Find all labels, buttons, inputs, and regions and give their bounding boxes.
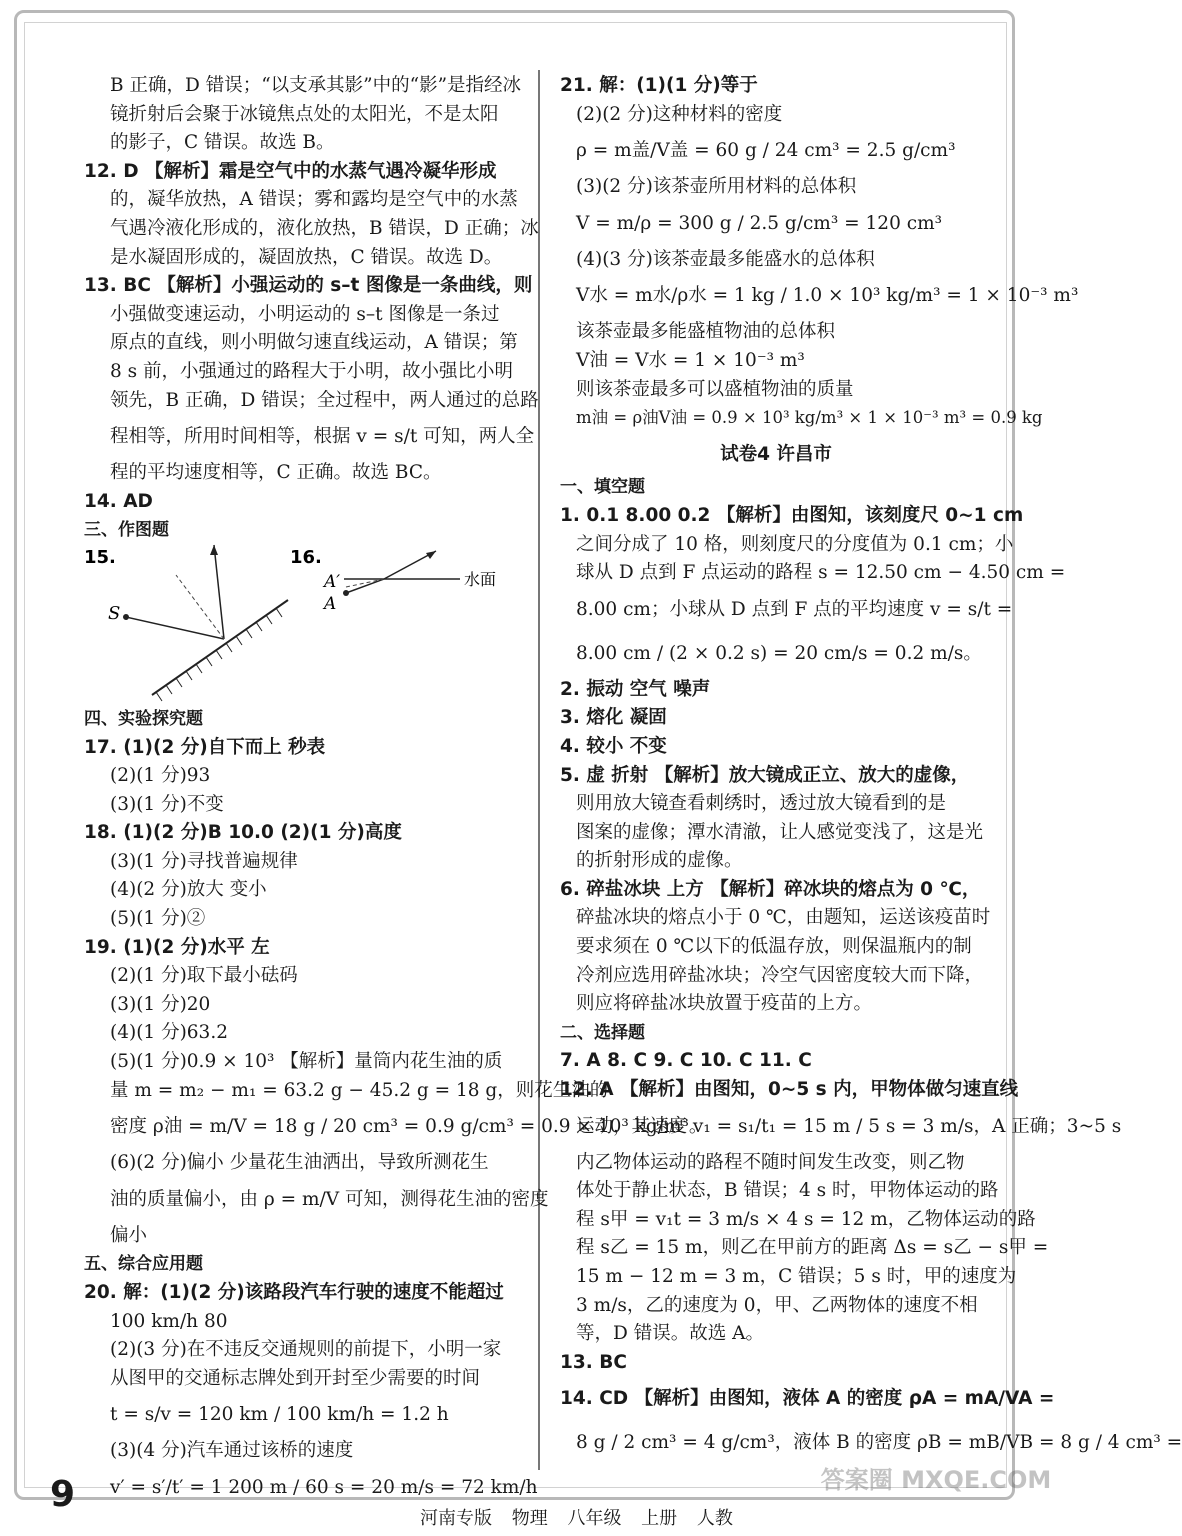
text-line: (2)(1 分)93: [110, 765, 211, 787]
text-line: 量 m = m₂ − m₁ = 63.2 g − 45.2 g = 18 g，则花生油的: [110, 1079, 609, 1101]
reflected-arrowhead: [210, 545, 218, 555]
text-line: (3)(1 分)寻找普遍规律: [110, 850, 298, 872]
text-line: (6)(2 分)偏小 少量花生油洒出，导致所测花生: [110, 1152, 489, 1174]
answer-12: 12. A 【解析】由图知，0~5 s 内，甲物体做匀速直线: [560, 1079, 1019, 1101]
fig16-A-label: A: [324, 593, 337, 614]
text-line: 冷剂应选用碎盐冰块；冷空气因密度较大而下降，: [576, 964, 984, 986]
answer-14: 14. AD: [84, 490, 153, 512]
point-S: [123, 614, 129, 620]
fig16-Aprime-label: A′: [324, 571, 341, 592]
answer-7-11: 7. A 8. C 9. C 10. C 11. C: [560, 1050, 812, 1072]
text-line: 领先，B 正确，D 错误；全过程中，两人通过的总路: [110, 389, 539, 411]
section-heading: 四、实验探究题: [84, 708, 203, 729]
formula-line: V油 = V水 = 1 × 10⁻³ m³: [576, 349, 805, 371]
text-line: 的，凝华放热，A 错误；雾和露均是空气中的水蒸: [110, 189, 518, 211]
text-line: 则应将碎盐冰块放置于疫苗的上方。: [576, 993, 873, 1015]
text-line: 球从 D 点到 F 点运动的路程 s = 12.50 cm − 4.50 cm =: [576, 562, 1066, 584]
text-line: (5)(1 分)0.9 × 10³ 【解析】量筒内花生油的质: [110, 1051, 503, 1073]
page-number: 9: [50, 1474, 76, 1515]
section-heading: 五、综合应用题: [84, 1254, 203, 1275]
text-line: 的折射形成的虚像。: [576, 850, 743, 872]
text-line: 从图甲的交通标志牌处到开封至少需要的时间: [110, 1367, 481, 1389]
answer-20: 20. 解：(1)(2 分)该路段汽车行驶的速度不能超过: [84, 1282, 504, 1303]
watermark-text: 答案圈 MXQE.COM: [820, 1466, 1052, 1494]
fig15-label: 15.: [84, 546, 116, 568]
formula-line: t = s/v = 120 km / 100 km/h = 1.2 h: [110, 1404, 449, 1426]
text-line: 程 s乙 = 15 m，则乙在甲前方的距离 Δs = s乙 − s甲 =: [576, 1237, 1049, 1259]
formula-line: 8.00 cm / (2 × 0.2 s) = 20 cm/s = 0.2 m/s。: [576, 642, 982, 664]
text-line: 是水凝固形成的，凝固放热，C 错误。故选 D。: [110, 246, 503, 268]
text-line: 等，D 错误。故选 A。: [576, 1323, 764, 1345]
formula-line: 8 g / 2 cm³ = 4 g/cm³，液体 B 的密度 ρB = mB/VB = 8 g / 4 cm³ =: [576, 1432, 1182, 1454]
text-line: 3 m/s，乙的速度为 0，甲、乙两物体的速度不相: [576, 1294, 978, 1316]
fig15-S-label: S: [108, 602, 121, 624]
answer-6: 6. 碎盐冰块 上方 【解析】碎冰块的熔点为 0 ℃，: [560, 878, 981, 900]
answer-12: 12. D 【解析】霜是空气中的水蒸气遇冷凝华形成: [84, 160, 497, 182]
text-line: 该茶壶最多能盛植物油的总体积: [576, 321, 836, 343]
text-line: 则该茶壶最多可以盛植物油的质量: [576, 378, 854, 400]
section-heading: 一、填空题: [560, 477, 645, 498]
formula-line: V = m/ρ = 300 g / 2.5 g/cm³ = 120 cm³: [576, 212, 943, 234]
text-line: 气遇冷液化形成的，液化放热，B 错误，D 正确；冰: [110, 217, 539, 239]
text-line: 碎盐冰块的熔点小于 0 ℃，由题知，运送该疫苗时: [576, 907, 991, 929]
answer-14: 14. CD 【解析】由图知，液体 A 的密度 ρA = mA/VA =: [560, 1388, 1055, 1410]
answer-13: 13. BC: [560, 1351, 627, 1373]
column-divider: [538, 70, 540, 1470]
text-line: 8 s 前，小强通过的路程大于小明，故小强比小明: [110, 360, 514, 382]
reflected-ray: [214, 545, 224, 639]
mirror-line: [152, 600, 288, 695]
optics-diagrams: [84, 545, 524, 705]
text-line: 镜折射后会聚于冰镜焦点处的太阳光，不是太阳: [110, 103, 499, 125]
text-line: (2)(1 分)取下最小砝码: [110, 965, 298, 987]
text-line: B 正确，D 错误；“以支承其影”中的“影”是指经冰: [110, 75, 522, 96]
formula-line: V水 = m水/ρ水 = 1 kg / 1.0 × 10³ kg/m³ = 1 × 10⁻³ m³: [576, 285, 1079, 307]
text-line: (4)(1 分)63.2: [110, 1022, 228, 1044]
answer-3: 3. 熔化 凝固: [560, 707, 667, 729]
section-heading: 二、选择题: [560, 1022, 645, 1043]
text-line: 运动，其速度 v₁ = s₁/t₁ = 15 m / 5 s = 3 m/s，A 正确；3~5 s: [576, 1115, 1122, 1137]
text-line: (4)(3 分)该茶壶最多能盛水的总体积: [576, 248, 875, 270]
answer-18: 18. (1)(2 分)B 10.0 (2)(1 分)高度: [84, 822, 402, 844]
text-line: (3)(4 分)汽车通过该桥的速度: [110, 1440, 354, 1462]
answer-2: 2. 振动 空气 噪声: [560, 678, 711, 700]
text-line: 则用放大镜查看刺绣时，透过放大镜看到的是: [576, 793, 947, 815]
text-line: 100 km/h 80: [110, 1310, 228, 1332]
formula-line: v′ = s′/t′ = 1 200 m / 60 s = 20 m/s = 72 km/h: [110, 1476, 538, 1498]
watermark-logo: [820, 1448, 1052, 1528]
footer-text: 河南专版 物理 八年级 上册 人教: [420, 1508, 733, 1529]
incident-ray: [126, 617, 224, 639]
text-line: 密度 ρ油 = m/V = 18 g / 20 cm³ = 0.9 g/cm³ = 0.9 × 10³ kg/m³。: [110, 1116, 708, 1138]
emergent-arrowhead: [426, 551, 436, 559]
text-line: 要求须在 0 ℃以下的低温存放，则保温瓶内的制: [576, 936, 972, 958]
text-line: (3)(1 分)不变: [110, 793, 224, 815]
point-A: [343, 590, 349, 596]
answer-5: 5. 虚 折射 【解析】放大镜成正立、放大的虚像，: [560, 764, 970, 786]
answer-19: 19. (1)(2 分)水平 左: [84, 936, 270, 958]
paper-title: 试卷4 许昌市: [720, 443, 832, 465]
text-line: 8.00 cm；小球从 D 点到 F 点的平均速度 v = s/t =: [576, 598, 1013, 620]
text-line: 图案的虚像；潭水清澈，让人感觉变浅了，这是光: [576, 821, 984, 843]
text-line: 之间分成了 10 格，则刻度尺的分度值为 0.1 cm；小: [576, 533, 1014, 555]
text-line: (2)(2 分)这种材料的密度: [576, 103, 783, 125]
text-line: 程相等，所用时间相等，根据 v = s/t 可知，两人全: [110, 426, 535, 448]
answer-17: 17. (1)(2 分)自下而上 秒表: [84, 736, 326, 758]
text-line: (3)(2 分)该茶壶所用材料的总体积: [576, 176, 857, 198]
text-line: (3)(1 分)20: [110, 993, 211, 1015]
text-line: 程的平均速度相等，C 正确。故选 BC。: [110, 462, 442, 484]
text-line: 的影子，C 错误。故选 B。: [110, 132, 335, 154]
answer-21: 21. 解：(1)(1 分)等于: [560, 75, 758, 96]
water-label: 水面: [464, 569, 497, 589]
text-line: 15 m − 12 m = 3 m，C 错误；5 s 时，甲的速度为: [576, 1266, 1017, 1287]
text-line: (2)(3 分)在不违反交通规则的前提下，小明一家: [110, 1339, 502, 1361]
fig16-label: 16.: [290, 546, 322, 568]
refracted-ray: [346, 579, 384, 593]
answer-1: 1. 0.1 8.00 0.2 【解析】由图知，该刻度尺 0~1 cm: [560, 504, 1024, 526]
formula-line: ρ = m盖/V盖 = 60 g / 24 cm³ = 2.5 g/cm³: [576, 140, 956, 162]
text-line: 小强做变速运动，小明运动的 s–t 图像是一条过: [110, 303, 500, 325]
formula-line: m油 = ρ油V油 = 0.9 × 10³ kg/m³ × 1 × 10⁻³ m³ = 0.9 kg: [576, 408, 1043, 428]
answer-4: 4. 较小 不变: [560, 735, 667, 757]
right-column: [560, 72, 1182, 1465]
figures-15-16: [84, 545, 524, 705]
text-line: 偏小: [110, 1224, 148, 1246]
mirror-hatching: [156, 608, 282, 701]
text-line: (4)(2 分)放大 变小: [110, 879, 267, 901]
text-line: 程 s甲 = v₁t = 3 m/s × 4 s = 12 m，乙物体运动的路: [576, 1208, 1036, 1230]
text-line: (5)(1 分)②: [110, 908, 206, 930]
answer-13: 13. BC 【解析】小强运动的 s–t 图像是一条曲线，则: [84, 275, 533, 297]
section-heading: 三、作图题: [84, 520, 169, 541]
text-line: 原点的直线，则小明做匀速直线运动，A 错误；第: [110, 332, 518, 354]
text-line: 体处于静止状态，B 错误；4 s 时，甲物体运动的路: [576, 1180, 999, 1202]
text-line: 油的质量偏小，由 ρ = m/V 可知，测得花生油的密度: [110, 1188, 549, 1210]
text-line: 内乙物体运动的路程不随时间发生改变，则乙物: [576, 1151, 965, 1173]
